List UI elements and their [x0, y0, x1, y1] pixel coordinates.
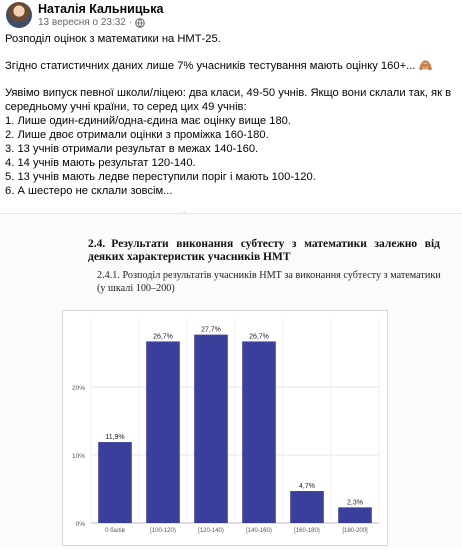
x-tick-label: 0 балів [105, 528, 125, 534]
post-list-item: 5. 13 учнів мають ледве переступили поріг і мають 100-120. [5, 171, 316, 183]
bar-data-label: 27,7% [201, 326, 221, 334]
chart-bar [98, 442, 132, 523]
post-paragraph: Уявімо випуск певної школи/ліцею: два класи, 49-50 учнів. Якщо вони склали так, як в середньому учні країни, то серед цих 49 учнів: [5, 87, 452, 113]
section-number: 2.4. [88, 238, 106, 250]
bar-data-label: 11,9% [105, 434, 125, 442]
post-paragraph: Розподіл оцінок з математики на НМТ-25. [5, 33, 221, 45]
bar-data-label: 26,7% [249, 333, 269, 341]
author-avatar[interactable] [6, 2, 32, 28]
y-tick-label: 20% [71, 385, 85, 392]
x-tick-label: [120-140) [198, 528, 224, 534]
bar-data-label: 4,7% [299, 483, 315, 491]
chart-bar [194, 335, 228, 523]
y-tick-label: 10% [71, 453, 85, 460]
x-tick-label: [140-160) [246, 528, 272, 534]
chart-bar [290, 491, 324, 523]
author-name[interactable]: Наталія Кальницька [38, 2, 164, 16]
chart-bar [146, 341, 180, 523]
post-list-item: 2. Лише двоє отримали оцінки з проміжка 160-180. [5, 129, 269, 141]
x-tick-label: [180-200] [342, 528, 368, 534]
post-list-item: 4. 14 учнів мають результат 120-140. [5, 157, 196, 169]
bar-data-label: 26,7% [153, 333, 173, 341]
chart-bar [338, 507, 372, 523]
post-paragraph: Згідно статистичних даних лише 7% учасників тестування мають оцінку 160+... 🙈 [5, 60, 433, 72]
section-title: Результати виконання субтесту з математики залежно від деяких характеристик учасників НМТ [88, 238, 440, 263]
bar-chart [63, 311, 387, 545]
chart-bar [242, 341, 276, 523]
post-list-item: 6. А шестеро не склали зовсім... [5, 185, 173, 197]
post-list-item: 3. 13 учнів отримали результат в межах 140-160. [5, 143, 259, 155]
post-photo[interactable] [0, 213, 462, 548]
section-heading [88, 238, 440, 264]
post-meta [38, 17, 145, 28]
figure-caption: 2.4.1. Розподіл результатів учасників НМТ за виконання субтесту з математики (у шкалі 100–200) [97, 270, 441, 294]
post-timestamp[interactable]: 13 вересня о 23:32 [38, 17, 126, 28]
meta-separator: · [128, 17, 133, 28]
globe-icon[interactable] [135, 18, 145, 28]
bar-data-label: 2,3% [347, 499, 363, 507]
post-list-item: 1. Лише один-єдиний/одна-єдина має оцінку вище 180. [5, 115, 292, 127]
chart-frame [62, 310, 388, 546]
post-body [5, 32, 457, 239]
x-tick-label: [160-180) [294, 528, 320, 534]
post-header [0, 0, 462, 32]
y-tick-label: 0% [75, 521, 85, 528]
x-tick-label: [100-120) [150, 528, 176, 534]
